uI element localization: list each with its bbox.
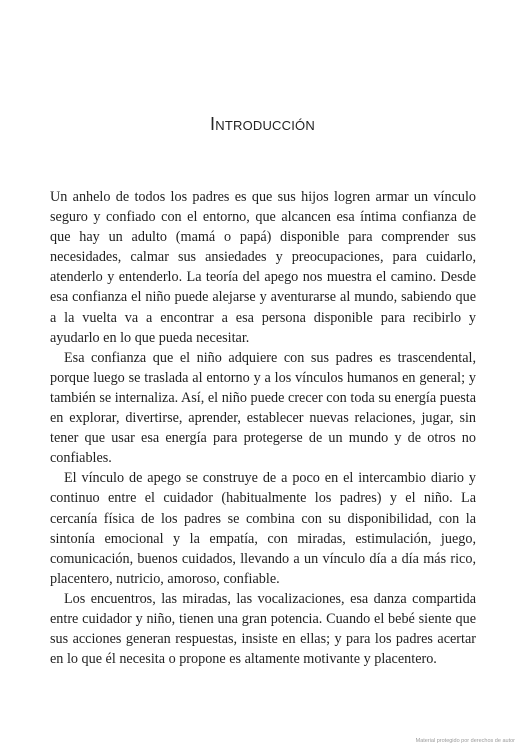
paragraph: El vínculo de apego se construye de a poco en el intercambio diario y continuo entre el cuidador (habitualmente los padres) y el niño. La cercanía física de los padres se combina con su disponibilidad, con la sintonía emocional y la empatía, con miradas, estimulación, juego, comunicación, buenos cuidados, llevando a un vínculo día a día más rico, placentero, nutricio, amoroso, confiable.	[50, 470, 476, 587]
chapter-title: Introducción	[210, 114, 315, 134]
paragraph: Esa confianza que el niño adquiere con sus padres es trascendental, porque luego se traslada al entorno y a los vínculos humanos en general; y también se internaliza. Así, el niño puede crecer con toda su energía puesta en explorar, divertirse, aprender, establecer nuevas relaciones, jugar, sin tener que usar esa energía para protegerse de un mundo y de otros no confiables.	[50, 349, 476, 467]
paragraph: Los encuentros, las miradas, las vocalizaciones, esa danza compartida entre cuidador y niño, tienen una gran potencia. Cuando el bebé siente que sus acciones generan respuestas, insiste en ellas; y para los padres acertar en lo que él necesita o propone es altamente motivante y placentero.	[50, 590, 476, 668]
copyright-notice: Material protegido por derechos de autor	[415, 738, 515, 744]
paragraph: Un anhelo de todos los padres es que sus hijos logren armar un vínculo seguro y confiado con el entorno, que alcancen esa íntima confianza de que hay un adulto (mamá o papá) disponible para comprender sus necesidades, calmar sus ansiedades y preocupaciones, para cuidarlo, atenderlo y entenderlo. La teoría del apego nos muestra el camino. Desde esa confianza el niño puede alejarse y aventurarse al mundo, sabiendo que a la vuelta va a encontrar a esa persona disponible para recibirlo y ayudarlo en lo que pueda necesitar.	[50, 189, 476, 346]
chapter-body	[50, 187, 476, 669]
